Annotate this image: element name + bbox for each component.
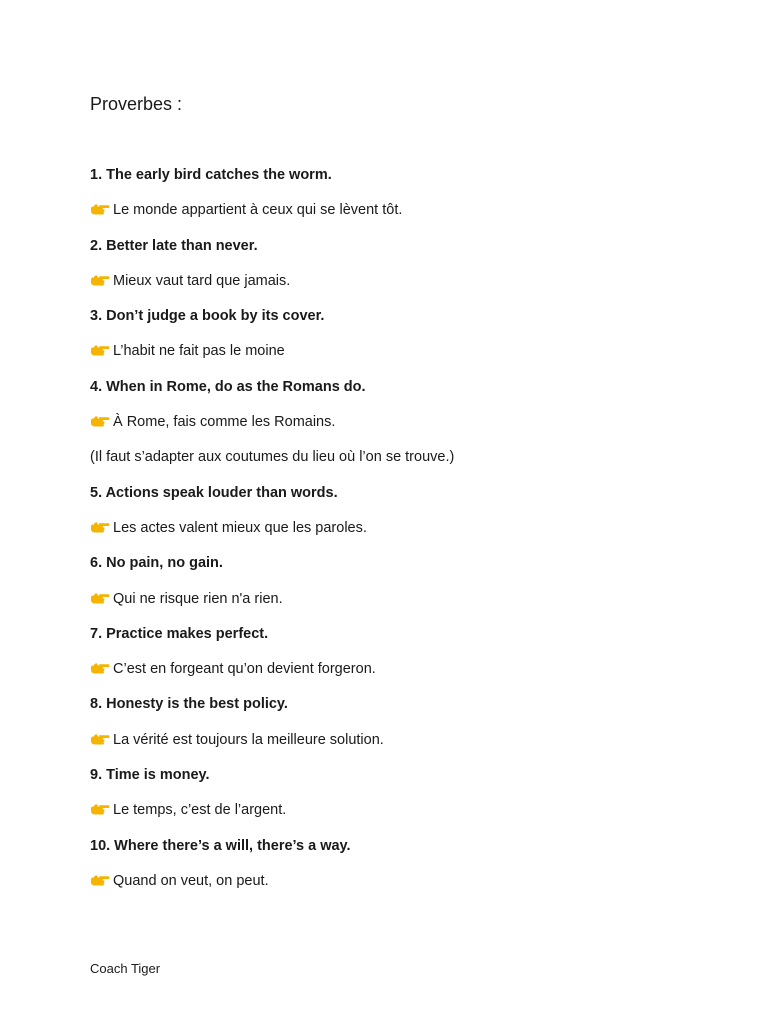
proverb-english bbox=[90, 624, 710, 659]
proverb-french bbox=[90, 341, 710, 376]
line-text: Quand on veut, on peut. bbox=[113, 872, 269, 889]
proverb-english bbox=[90, 306, 710, 341]
pointing-hand-icon bbox=[90, 732, 110, 746]
line-text: L’habit ne fait pas le moine bbox=[113, 343, 285, 360]
proverb-french bbox=[90, 730, 710, 765]
pointing-hand-icon bbox=[90, 273, 110, 287]
pointing-hand-icon bbox=[90, 591, 110, 605]
line-text: Le monde appartient à ceux qui se lèvent tôt. bbox=[113, 202, 403, 219]
line-text: À Rome, fais comme les Romains. bbox=[113, 414, 336, 431]
proverb-note bbox=[90, 447, 710, 482]
line-text: 9. Time is money. bbox=[90, 767, 210, 784]
line-text: 3. Don’t judge a book by its cover. bbox=[90, 308, 325, 325]
pointing-hand-icon bbox=[90, 873, 110, 887]
line-text: 10. Where there’s a will, there’s a way. bbox=[90, 837, 351, 854]
proverb-french bbox=[90, 518, 710, 553]
proverb-french bbox=[90, 800, 710, 835]
pointing-hand-icon bbox=[90, 802, 110, 816]
line-text: Mieux vaut tard que jamais. bbox=[113, 272, 291, 289]
line-text: Le temps, c’est de l’argent. bbox=[113, 802, 287, 819]
proverb-french bbox=[90, 659, 710, 694]
proverb-list bbox=[90, 165, 710, 906]
line-text: 1. The early bird catches the worm. bbox=[90, 167, 332, 183]
proverb-french bbox=[90, 271, 710, 306]
pointing-hand-icon bbox=[90, 661, 110, 675]
line-text: 2. Better late than never. bbox=[90, 237, 258, 254]
pointing-hand-icon bbox=[90, 202, 110, 216]
proverb-english bbox=[90, 836, 710, 871]
proverb-french bbox=[90, 412, 710, 447]
line-text: 5. Actions speak louder than words. bbox=[90, 484, 338, 501]
line-text: Qui ne risque rien n'a rien. bbox=[113, 590, 283, 607]
line-text: C’est en forgeant qu’on devient forgeron. bbox=[113, 661, 376, 678]
pointing-hand-icon bbox=[90, 520, 110, 534]
footer-author: Coach Tiger bbox=[90, 961, 161, 976]
proverb-french bbox=[90, 871, 710, 906]
proverb-english bbox=[90, 765, 710, 800]
page-title: Proverbes : bbox=[90, 94, 183, 114]
line-text: 6. No pain, no gain. bbox=[90, 555, 223, 572]
line-text: 7. Practice makes perfect. bbox=[90, 625, 269, 642]
proverb-english bbox=[90, 165, 710, 200]
line-text: 8. Honesty is the best policy. bbox=[90, 696, 288, 713]
proverb-french bbox=[90, 200, 710, 235]
line-text: (Il faut s’adapter aux coutumes du lieu où l’on se trouve.) bbox=[90, 449, 455, 466]
line-text: 4. When in Rome, do as the Romans do. bbox=[90, 378, 366, 395]
line-text: Les actes valent mieux que les paroles. bbox=[113, 519, 367, 536]
proverb-english bbox=[90, 483, 710, 518]
pointing-hand-icon bbox=[90, 343, 110, 357]
proverb-english bbox=[90, 236, 710, 271]
proverb-english bbox=[90, 553, 710, 588]
proverb-english bbox=[90, 694, 710, 729]
pointing-hand-icon bbox=[90, 414, 110, 428]
line-text: La vérité est toujours la meilleure solution. bbox=[113, 731, 384, 748]
proverb-french bbox=[90, 589, 710, 624]
proverb-english bbox=[90, 377, 710, 412]
